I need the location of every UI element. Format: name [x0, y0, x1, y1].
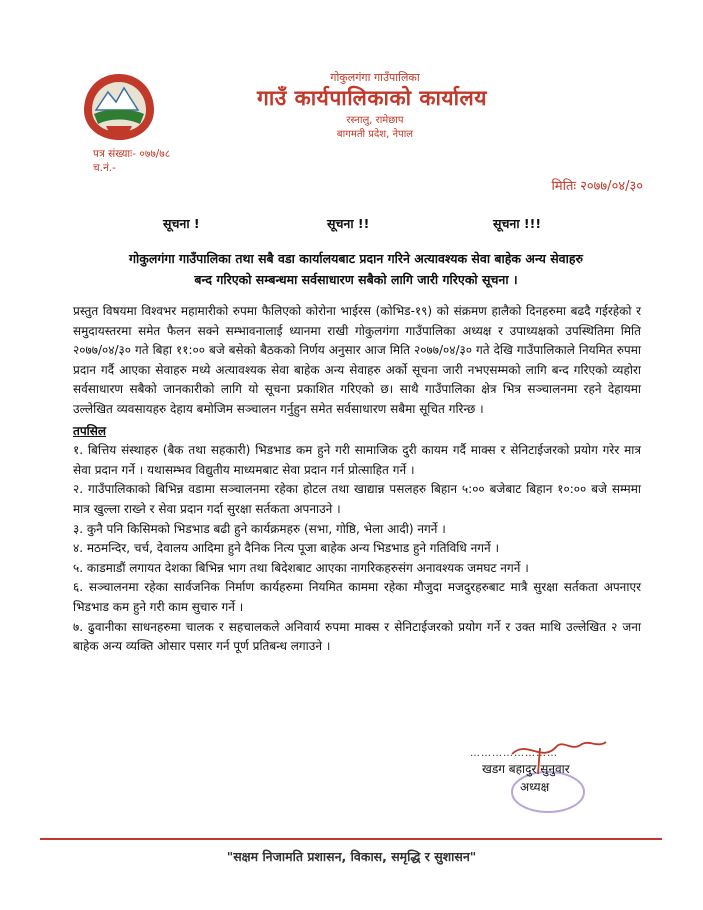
- tapasil-heading: तपसिल: [73, 423, 107, 438]
- list-item: ३. कुनै पनि किसिमको भिडभाड बढी हुने कार्यक्रमहरु (सभा, गोष्ठि, भेला आदी) नगर्ने ।: [73, 521, 446, 536]
- list-item: १. बित्तिय संस्थाहरु (बैक तथा सहकारी) भिडभाड कम हुने गरी सामाजिक दुरी कायम गर्दै माक्स र सेनिटाईजरको प्रयोग गरेर मात्र सेवा प्रदान गर्ने । यथासम्भव विद्युतीय माध्यमबाट सेवा प्रदान गर्न प्रोत्साहित गर्ने ।: [73, 443, 641, 477]
- municipality-name: गोकुलगंगा गाउँपालिका: [330, 71, 420, 84]
- list-item: ५. काडमाडौं लगायत देशका बिभिन्न भाग तथा बिदेशबाट आएका नागरिकहरुसंग अनावश्यक जमघट नगर्ने ।: [73, 560, 529, 575]
- signatory-role: अध्यक्ष: [520, 780, 550, 794]
- list-item: ७. ढुवानीका साधनहरुमा चालक र सहचालकले अनिवार्य रुपमा माक्स र सेनिटाईजरको प्रयोग गर्ने र उक्त माथि उल्लेखित २ जना बाहेक अन्य व्यक्ति ओसार पसार गर्न पूर्ण प्रतिबन्ध लगाउने ।: [73, 619, 641, 654]
- address-line-2: बागमती प्रदेश, नेपाल: [336, 129, 414, 140]
- footer-motto: "सक्षम निजामति प्रशासन, विकास, समृद्धि र सुशासन": [226, 849, 477, 864]
- notice-body: [73, 302, 641, 657]
- address-line-1: रस्नालु, रामेछाप: [346, 115, 404, 126]
- list-item: २. गाउँपालिकाको बिभिन्न वडामा सञ्चालनमा रहेका होटल तथा खाद्यान्न पसलहरु बिहान ५:०० बजेबाट बिहान १०:०० बजे सम्ममा मात्र खुल्ला राख्ने र सेवा प्रदान गर्दा सुरक्षा सर्तकता अपनाउने ।: [73, 482, 641, 516]
- chalani-number: च.नं.-: [93, 162, 116, 174]
- notice-heading-1: सूचना !: [163, 216, 200, 231]
- office-address: [230, 114, 520, 142]
- nepal-emblem-icon: [78, 70, 160, 142]
- body-paragraph: प्रस्तुत विषयमा विश्वभर महामारीको रुपमा फैलिएको कोरोना भाईरस (कोभिड-१९) को संक्रमण हालैको दिनहरुमा बढदै गईरहेको र समुदायस्तरमा समेत फैलन सक्ने सम्भावनालाई ध्यानमा राखी गोकुलगंगा गाउँपालिका अध्यक्ष र उपाध्यक्षको उपस्थितिमा मिति २०७७/०४/३० गते बिहा ११:०० बजे बसेको बैठकको निर्णय अनुसार आज मिति २०७७/०४/३० गते देखि गाउँपालिकाले नियमित रुपमा प्रदान गर्दै आएका सेवाहरु मध्ये अत्यावश्यक सेवा बाहेक अन्य सेवाहरु अर्को सूचना जारी नभएसम्मको लागि बन्द गरिएको व्यहोरा सर्वसाधारण सबैको जानकारीको लागि यो सूचना प्रकाशित गरिएको छ। साथै गाउँपालिका क्षेत्र भित्र सञ्चालनमा रहने देहायमा उल्लेखित व्यवसायहरु देहाय बमोजिम सञ्चालन गर्नुहुन समेत सर्वसाधारण सबैमा सूचित गरिन्छ ।: [73, 304, 641, 416]
- reference-numbers: [93, 147, 170, 175]
- footer-divider: [40, 838, 662, 840]
- notice-heading-2: सूचना !!: [327, 216, 370, 231]
- document-date: मितिः २०७७/०४/३०: [551, 179, 643, 194]
- list-item: ४. मठमन्दिर, चर्च, देवालय आदिमा हुने दैनिक नित्य पूजा बाहेक अन्य भिडभाड हुने गतिविधि नगर्ने ।: [73, 541, 500, 556]
- notice-heading-3: सूचना !!!: [493, 216, 542, 231]
- signature-block: [452, 738, 602, 828]
- signatory-name: खडग बहादुर सुनुवार: [482, 762, 570, 776]
- list-item: ६. सञ्चालनमा रहेका सार्वजनिक निर्माण कार्यहरुमा नियमित काममा रहेका मौजुदा मजदुरहरुबाट मात्रै सुरक्षा सर्तकता अपनाएर भिडभाड कम हुने गरी काम सुचारु गर्ने ।: [73, 580, 641, 614]
- office-title: गाउँ कार्यपालिकाको कार्यालय: [257, 86, 487, 110]
- signature-dots: ……………………: [470, 748, 558, 759]
- subject-line-1: गोकुलगंगा गाउँपालिका तथा सबै वडा कार्यालयबाट प्रदान गरिने अत्यावश्यक सेवा बाहेक अन्य सेवाहरु: [129, 251, 583, 266]
- subject-line-2: बन्द गरिएको सम्बन्धमा सर्वसाधारण सबैको लागि जारी गरिएको सूचना ।: [194, 272, 518, 287]
- subject: [66, 248, 646, 290]
- patra-sankhya: पत्र संख्याः- ०७७/७८: [93, 148, 171, 160]
